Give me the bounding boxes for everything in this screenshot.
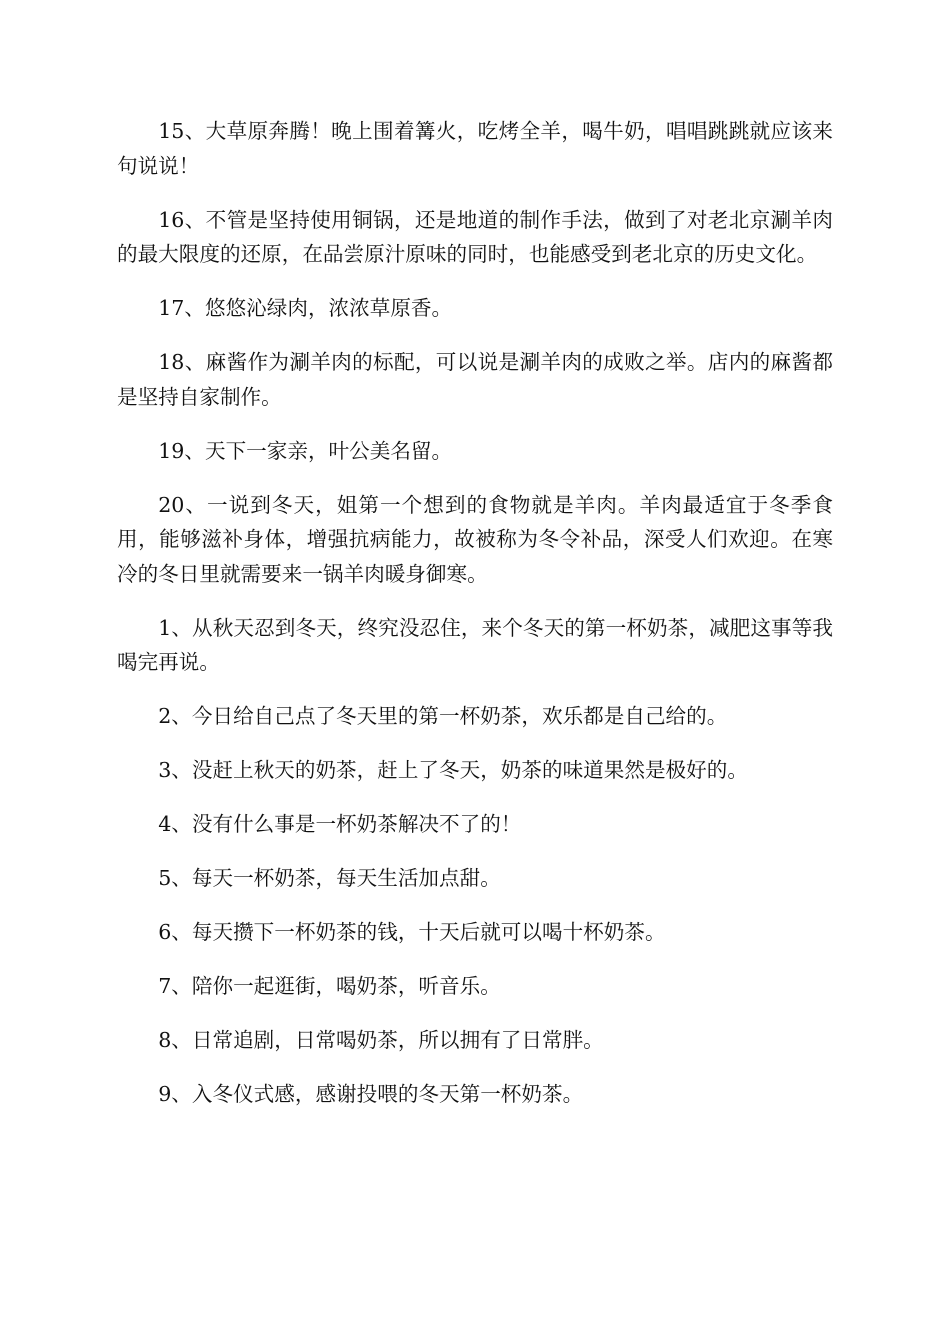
paragraph-8: 8、日常追剧，日常喝奶茶，所以拥有了日常胖。 [158,1028,604,1052]
paragraph-17: 17、悠悠沁绿肉，浓浓草原香。 [158,296,453,320]
paragraph-1: 1、从秋天忍到冬天，终究没忍住，来个冬天的第一杯奶茶，减肥这事等我喝完再说。 [117,615,833,674]
paragraph-18: 18、麻酱作为涮羊肉的标配，可以说是涮羊肉的成败之举。店内的麻酱都是坚持自家制作。 [117,350,833,409]
paragraph-3: 3、没赶上秋天的奶茶，赶上了冬天，奶茶的味道果然是极好的。 [158,758,748,782]
paragraph-7: 7、陪你一起逛街，喝奶茶，听音乐。 [158,974,501,998]
paragraph-5: 5、每天一杯奶茶，每天生活加点甜。 [158,866,501,890]
document-page [117,114,833,1131]
paragraph-20: 20、一说到冬天，姐第一个想到的食物就是羊肉。羊肉最适宜于冬季食用，能够滋补身体，增强抗病能力，故被称为冬令补品，深受人们欢迎。在寒冷的冬日里就需要来一锅羊肉暖身御寒。 [117,492,833,586]
paragraph-15: 15、大草原奔腾！晚上围着篝火，吃烤全羊，喝牛奶，唱唱跳跳就应该来句说说！ [117,119,833,178]
paragraph-6: 6、每天攒下一杯奶茶的钱，十天后就可以喝十杯奶茶。 [158,920,666,944]
paragraph-2: 2、今日给自己点了冬天里的第一杯奶茶，欢乐都是自己给的。 [158,704,728,728]
paragraph-16: 16、不管是坚持使用铜锅，还是地道的制作手法，做到了对老北京涮羊肉的最大限度的还原，在品尝原汁原味的同时，也能感受到老北京的历史文化。 [117,207,833,266]
paragraph-19: 19、天下一家亲，叶公美名留。 [158,438,453,463]
paragraph-9: 9、入冬仪式感，感谢投喂的冬天第一杯奶茶。 [158,1082,584,1106]
paragraph-4: 4、没有什么事是一杯奶茶解决不了的！ [158,812,522,836]
